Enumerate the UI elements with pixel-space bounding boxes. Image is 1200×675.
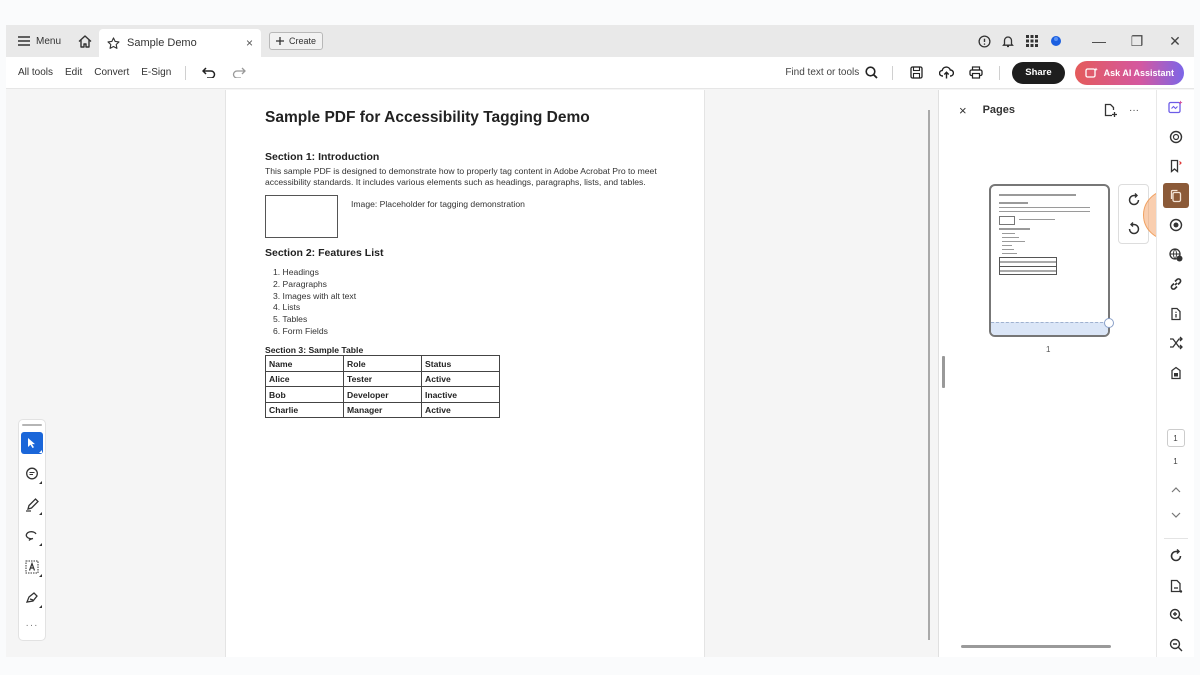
plus-icon: [276, 37, 284, 45]
canvas-background: [705, 90, 938, 657]
thumbnail-selection-bar: [991, 322, 1108, 335]
submenu-indicator: [39, 543, 42, 546]
thumbnail-preview: [999, 194, 1095, 275]
bell-icon: [1002, 35, 1014, 48]
submenu-indicator: [39, 574, 42, 577]
maximize-button[interactable]: ❐: [1130, 32, 1144, 49]
rotate-counterclockwise-button[interactable]: [1127, 222, 1141, 236]
globe-lock-icon: [1169, 248, 1183, 262]
link-button[interactable]: [1163, 272, 1189, 297]
tab-sample-demo[interactable]: [99, 29, 261, 57]
table-cell: Alice: [266, 371, 344, 387]
upload-button[interactable]: [931, 59, 961, 87]
pages-panel-title: Pages: [982, 104, 1016, 116]
undo-button[interactable]: [194, 59, 224, 87]
vertical-scrollbar[interactable]: [928, 110, 930, 640]
chevron-up-icon: [1171, 487, 1181, 493]
convert-link[interactable]: Convert: [94, 67, 130, 78]
list-item: 3. Images with alt text: [273, 290, 357, 301]
lasso-tool-button[interactable]: [21, 525, 43, 547]
zoom-out-button[interactable]: [1163, 632, 1189, 657]
divider: [1164, 538, 1188, 539]
section-1-heading: Section 1: Introduction: [265, 151, 380, 163]
apps-button[interactable]: [1020, 25, 1044, 57]
protect-button[interactable]: [1163, 242, 1189, 267]
total-pages: 1: [1173, 456, 1178, 466]
insert-page-icon: [1104, 103, 1117, 117]
zoom-in-button[interactable]: [1163, 603, 1189, 628]
edit-link[interactable]: Edit: [65, 67, 83, 78]
table-cell: Active: [422, 402, 500, 418]
drag-handle[interactable]: [22, 424, 42, 426]
comment-icon: [1169, 130, 1183, 144]
comment-bubble-icon: [25, 467, 39, 481]
comments-button[interactable]: [1163, 124, 1189, 149]
submenu-indicator: [39, 512, 42, 515]
table-cell: Inactive: [422, 387, 500, 403]
horizontal-scrollbar[interactable]: [961, 645, 1111, 648]
print-button[interactable]: [961, 59, 991, 87]
title-bar: [6, 25, 1194, 57]
table-cell: Bob: [266, 387, 344, 403]
save-icon: [910, 66, 923, 79]
comment-tool-button[interactable]: [21, 463, 43, 485]
accessibility-button[interactable]: [1163, 213, 1189, 238]
ask-ai-assistant-button[interactable]: [1075, 61, 1184, 85]
create-label: Create: [289, 36, 317, 46]
table-cell: Manager: [344, 402, 422, 418]
section-2-heading: Section 2: Features List: [265, 247, 384, 260]
quick-tools-bar: [18, 419, 46, 641]
cloud-upload-icon: [939, 66, 954, 79]
draw-tool-button[interactable]: [21, 494, 43, 516]
insert-page-button[interactable]: [1098, 103, 1122, 117]
image-caption: Image: Placeholder for tagging demonstration: [351, 199, 525, 210]
hamburger-icon: [18, 36, 30, 46]
help-icon: [978, 35, 991, 48]
list-item: 4. Lists: [273, 302, 301, 313]
pages-panel: [938, 90, 1156, 657]
pdf-page[interactable]: [225, 90, 705, 657]
submenu-indicator: [39, 450, 42, 453]
rotate-icon: [1169, 549, 1183, 563]
text-box-icon: [25, 560, 39, 574]
acrobat-window: [6, 25, 1194, 657]
right-tools-rail: [1156, 90, 1194, 657]
ai-assistant-label: Ask AI Assistant: [1103, 67, 1174, 78]
table-cell: Developer: [344, 387, 422, 403]
rotate-counterclockwise-icon: [1127, 222, 1141, 236]
previous-page-button[interactable]: [1163, 478, 1189, 503]
current-page-input[interactable]: 1: [1167, 429, 1185, 446]
organize-pages-button[interactable]: [1163, 183, 1189, 208]
features-list: [273, 267, 704, 337]
bookmark-icon: [1169, 159, 1183, 173]
ai-generate-button[interactable]: [1163, 95, 1189, 120]
table-cell: Active: [422, 371, 500, 387]
pen-icon: [25, 498, 39, 512]
list-item: 1. Headings: [273, 267, 319, 278]
minimize-button[interactable]: —: [1092, 33, 1106, 49]
redo-icon: [232, 67, 246, 78]
zoom-out-icon: [1169, 638, 1183, 652]
more-tools-button[interactable]: ···: [25, 620, 39, 631]
close-window-button[interactable]: ✕: [1169, 32, 1181, 49]
star-icon[interactable]: [107, 37, 120, 50]
fill-sign-tool-button[interactable]: [21, 587, 43, 609]
compare-button[interactable]: [1163, 331, 1189, 356]
table-row: [266, 387, 500, 403]
table-header-row: [266, 356, 500, 372]
divider: [892, 66, 893, 80]
document-title: Sample PDF for Accessibility Tagging Demo: [265, 109, 590, 126]
create-button[interactable]: [269, 32, 323, 50]
more-options-button[interactable]: ···: [1129, 104, 1139, 116]
redo-button[interactable]: [224, 59, 254, 87]
table-cell: Status: [422, 356, 500, 372]
printer-icon: [969, 66, 983, 79]
account-button[interactable]: [1044, 25, 1068, 57]
account-avatar-icon: [1050, 35, 1062, 47]
text-box-tool-button[interactable]: [21, 556, 43, 578]
select-tool-button[interactable]: [21, 432, 43, 454]
divider: [999, 66, 1000, 80]
accessibility-icon: [1169, 218, 1183, 232]
close-panel-button[interactable]: ×: [959, 102, 967, 118]
section-3-heading: Section 3: Sample Table: [265, 345, 364, 356]
shuffle-icon: [1169, 336, 1183, 350]
bookmarks-button[interactable]: [1163, 154, 1189, 179]
submenu-indicator: [39, 481, 42, 484]
attachments-button[interactable]: [1163, 360, 1189, 385]
next-page-button[interactable]: [1163, 503, 1189, 528]
page-display-icon: [1169, 579, 1183, 593]
page-thumbnail[interactable]: [989, 184, 1110, 337]
table-cell: Charlie: [266, 402, 344, 418]
help-button[interactable]: [972, 25, 996, 57]
pages-icon: [1169, 189, 1183, 203]
thumbnail-resize-handle[interactable]: [1104, 318, 1114, 328]
rotate-clockwise-button[interactable]: [1127, 193, 1141, 207]
pointer-cursor-icon: [27, 437, 37, 449]
find-text-or-tools[interactable]: [785, 66, 884, 79]
document-info-icon: [1169, 307, 1183, 321]
divider: [185, 66, 186, 80]
save-button[interactable]: [901, 59, 931, 87]
lock-file-icon: [1169, 366, 1183, 380]
list-item: 5. Tables: [273, 314, 308, 324]
main-toolbar: [6, 57, 1194, 89]
list-item: 2. Paragraphs: [273, 278, 327, 289]
list-item: 6. Form Fields: [273, 325, 328, 336]
ai-assistant-icon: [1085, 67, 1098, 79]
notifications-button[interactable]: [996, 25, 1020, 57]
left-canvas-area: [6, 90, 225, 657]
search-icon: [865, 66, 878, 79]
home-icon: [78, 35, 92, 48]
tab-label: Sample Demo: [127, 37, 197, 49]
panel-resize-handle[interactable]: [942, 356, 945, 388]
section-1-paragraph: This sample PDF is designed to demonstrate how to properly tag content in Adobe Acrobat Pro to meet accessibility standards. It includes various elements such as headings, paragraphs, lists, and tables.: [265, 166, 657, 187]
menu-button[interactable]: [6, 25, 71, 57]
table-row: [266, 402, 500, 418]
menu-label: Menu: [36, 35, 62, 47]
file-info-button[interactable]: [1163, 301, 1189, 326]
page-display-button[interactable]: [1163, 573, 1189, 598]
esign-link[interactable]: E-Sign: [141, 67, 172, 78]
tab-close-button[interactable]: ×: [246, 36, 254, 50]
zoom-in-icon: [1169, 608, 1183, 622]
submenu-indicator: [39, 605, 42, 608]
table-cell: Role: [344, 356, 422, 372]
share-button[interactable]: Share: [1012, 62, 1064, 84]
rotate-clockwise-icon: [1127, 193, 1141, 207]
rotate-view-button[interactable]: [1163, 543, 1189, 568]
sample-table: [265, 355, 500, 418]
thumbnail-page-number: 1: [1046, 345, 1051, 354]
undo-icon: [202, 67, 216, 78]
lasso-icon: [25, 529, 39, 543]
link-icon: [1169, 277, 1183, 291]
table-cell: Name: [266, 356, 344, 372]
image-placeholder: [265, 195, 338, 238]
all-tools-link[interactable]: All tools: [18, 67, 54, 78]
find-label: Find text or tools: [785, 67, 860, 78]
ai-sparkle-icon: [1168, 100, 1183, 114]
chevron-down-icon: [1171, 512, 1181, 518]
signature-icon: [25, 591, 39, 605]
table-row: [266, 371, 500, 387]
table-cell: Tester: [344, 371, 422, 387]
apps-grid-icon: [1026, 35, 1038, 47]
home-button[interactable]: [71, 25, 99, 57]
